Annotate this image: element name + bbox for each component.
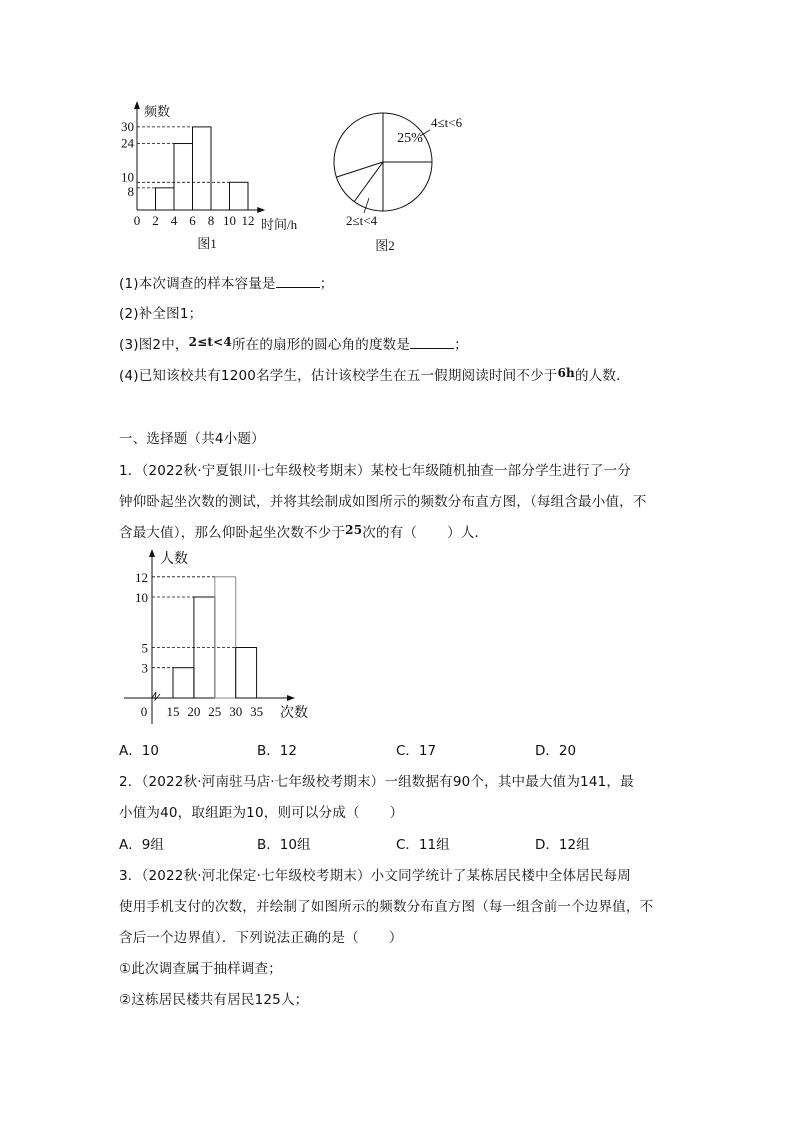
- x-axis-arrow-icon: [287, 695, 295, 701]
- pie-slice-boundary: [336, 162, 383, 177]
- y-tick-label: 3: [141, 660, 148, 676]
- y-tick-label: 12: [135, 569, 148, 585]
- question-3-line-3: [119, 926, 403, 946]
- answer-blank: [410, 336, 454, 349]
- x-tick-label: 2: [152, 213, 159, 228]
- question-1-option-a[interactable]: A．10: [119, 743, 159, 759]
- question-1-text-post: 次的有（: [362, 525, 418, 541]
- x-tick-label: 10: [223, 213, 236, 228]
- y-tick-label: 10: [135, 590, 148, 605]
- figure-2-pie-chart: [320, 100, 480, 260]
- answer-blank: [276, 275, 320, 288]
- histogram-bar: [236, 648, 257, 699]
- sub-question-1-text: (1)本次调查的样本容量是: [119, 276, 276, 292]
- sub-question-3-text-post: 所在的扇形的圆心角的度数是: [231, 337, 411, 353]
- pie-slice-percent-label: 25%: [397, 131, 423, 146]
- question-1-histogram: [110, 545, 330, 725]
- sub-question-4-text: (4)已知该校共有1200名学生，估计该校学生在五一假期阅读时间不少于: [119, 368, 558, 384]
- callout-leader: [364, 198, 369, 213]
- question-3-statement-2: ②这栋居民楼共有居民125人；: [119, 992, 309, 1008]
- histogram-bar: [174, 144, 193, 210]
- question-1-line-1: 1．（2022秋·宁夏银川·七年级校考期末）某校七年级随机抽查一部分学生进行了一分: [119, 463, 631, 479]
- punct: ；: [319, 276, 334, 292]
- question-1-option-b[interactable]: B．12: [257, 743, 297, 759]
- question-3-line-1: 3．（2022秋·河北保定·七年级校考期末）小文同学统计了某栋居民楼中全体居民每周: [119, 868, 631, 884]
- question-3-statement-1: ①此次调查属于抽样调查；: [119, 961, 283, 977]
- y-tick-label: 10: [121, 169, 134, 185]
- callout-label: 2≤t<4: [346, 213, 378, 228]
- callout-label: 4≤t<6: [431, 115, 463, 130]
- math-expression: 2≤t<4: [188, 335, 232, 349]
- histogram-bar: [215, 577, 236, 698]
- pie-slice-boundary: [354, 162, 383, 202]
- x-tick-label: 4: [170, 213, 178, 228]
- x-tick-label: 8: [207, 213, 215, 228]
- y-axis-arrow-icon: [149, 549, 155, 557]
- x-tick-label: 0: [133, 213, 141, 228]
- y-tick-label: 24: [121, 135, 134, 151]
- axis-break-icon: [152, 692, 160, 700]
- sub-question-1: [119, 272, 333, 292]
- sub-question-4-text-post: 的人数．: [574, 368, 630, 384]
- math-expression: 25: [345, 523, 363, 537]
- sub-question-2: (2)补全图1；: [119, 306, 203, 322]
- x-tick-label: 30: [229, 704, 243, 719]
- question-1-option-c[interactable]: C．17: [396, 743, 437, 759]
- x-tick-label: 20: [187, 704, 201, 719]
- figure-caption: 图2: [375, 238, 395, 253]
- question-3-text-end: ）: [388, 930, 403, 946]
- x-tick-label: 6: [189, 213, 196, 228]
- question-2-text: 小值为40，取组距为10，则可以分成（: [119, 805, 360, 821]
- y-axis-arrow-icon: [134, 101, 140, 109]
- question-2-option-d[interactable]: D．12组: [535, 837, 590, 853]
- x-tick-label: 12: [241, 213, 255, 228]
- histogram-bar: [173, 668, 194, 698]
- y-axis-label: 频数: [144, 104, 171, 119]
- punct: ；: [454, 337, 468, 353]
- sub-question-4: [119, 364, 630, 384]
- x-axis-label: 次数: [280, 706, 308, 721]
- histogram-bar: [230, 182, 249, 210]
- figure-1-histogram: [110, 95, 310, 260]
- question-3-line-2: 使用手机支付的次数，并绘制了如图所示的频数分布直方图（每一组含前一个边界值，不: [119, 899, 654, 915]
- question-1-text: 含最大值），那么仰卧起坐次数不少于: [119, 525, 346, 541]
- math-expression: 6h: [557, 366, 575, 380]
- x-axis-label: 时间/h: [261, 217, 298, 232]
- y-tick-label: 8: [127, 183, 134, 199]
- x-tick-label: 25: [208, 704, 222, 719]
- question-1-line-3: [119, 521, 488, 541]
- y-tick-label: 30: [121, 118, 134, 134]
- question-1-text-end: ）人．: [447, 525, 489, 541]
- sub-question-3-text: (3)图2中，: [119, 337, 189, 353]
- histogram-bar: [193, 127, 212, 210]
- question-2-line-2: [119, 801, 403, 821]
- y-axis-label: 人数: [160, 552, 188, 567]
- question-2-text-end: ）: [389, 805, 404, 821]
- question-1-line-2: 钟仰卧起坐次数的测试，并将其绘制成如图所示的频数分布直方图，（每组含最小值，不: [119, 494, 647, 510]
- question-2-option-b[interactable]: B．10组: [257, 837, 311, 853]
- x-tick-label: 0: [140, 704, 148, 719]
- sub-question-3: [119, 333, 468, 353]
- x-tick-label: 15: [166, 704, 180, 719]
- question-2-option-a[interactable]: A．9组: [119, 837, 164, 853]
- question-1-option-d[interactable]: D．20: [535, 743, 577, 759]
- question-3-text: 含后一个边界值）．下列说法正确的是（: [119, 930, 359, 946]
- figure-caption: 图1: [197, 236, 217, 251]
- section-title: 一、选择题（共4小题）: [119, 431, 265, 447]
- question-2-option-c[interactable]: C．11组: [396, 837, 450, 853]
- histogram-bar: [156, 188, 175, 210]
- x-tick-label: 35: [250, 704, 264, 719]
- question-2-line-1: 2．（2022秋·河南驻马店·七年级校考期末）一组数据有90个，其中最大值为141，最: [119, 774, 634, 790]
- x-axis-arrow-icon: [257, 207, 265, 213]
- y-tick-label: 5: [141, 640, 148, 656]
